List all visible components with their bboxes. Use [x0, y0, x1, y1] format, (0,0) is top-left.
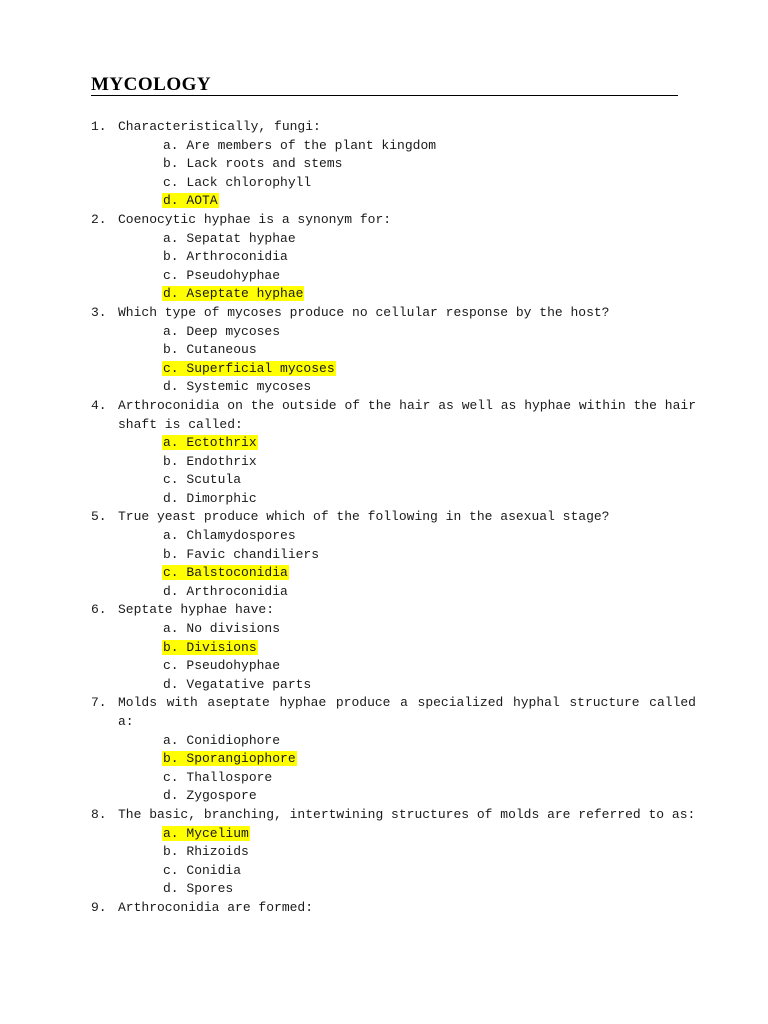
page-title: MYCOLOGY — [91, 74, 212, 95]
answer-option — [162, 341, 768, 360]
question-text: Septate hyphae have: — [118, 602, 275, 618]
correct-answer-highlight: c. Balstoconidia — [163, 565, 288, 581]
correct-answer-highlight: c. Superficial mycoses — [163, 360, 335, 376]
answer-option-text: b. Lack roots and stems — [163, 156, 343, 172]
answer-option — [162, 137, 768, 156]
answer-option — [162, 546, 768, 565]
answer-option-text: c. Thallospore — [163, 769, 273, 785]
answer-option-text: c. Pseudohyphae — [163, 658, 281, 674]
answer-option — [162, 434, 768, 453]
question-text: Arthroconidia are formed: — [118, 899, 314, 915]
answer-option — [162, 453, 768, 472]
answer-option — [162, 490, 768, 509]
answer-option — [162, 583, 768, 602]
answer-option-text: c. Scutula — [163, 472, 242, 488]
title-underline — [91, 95, 678, 96]
correct-answer-highlight: a. Ectothrix — [163, 435, 257, 451]
question-4 — [91, 397, 696, 434]
answer-option-text: c. Pseudohyphae — [163, 267, 281, 283]
answer-option — [162, 750, 768, 769]
question-number: 3. — [91, 304, 107, 320]
answer-option-text: b. Favic chandiliers — [163, 546, 320, 562]
correct-answer-highlight: d. AOTA — [163, 193, 218, 209]
question-list — [0, 118, 768, 918]
answer-option-text: b. Cutaneous — [163, 342, 257, 358]
question-number: 5. — [91, 509, 107, 525]
question-text: The basic, branching, intertwining structures of molds are referred to as: — [118, 806, 696, 822]
answer-option-text: c. Lack chlorophyll — [163, 174, 312, 190]
answer-option — [162, 378, 768, 397]
answer-option-text: a. Conidiophore — [163, 732, 281, 748]
answer-option — [162, 267, 768, 286]
question-number: 4. — [91, 397, 107, 413]
answer-option-text: d. Zygospore — [163, 788, 257, 804]
answer-option — [162, 880, 768, 899]
answer-option-text: d. Dimorphic — [163, 490, 257, 506]
answer-option — [162, 620, 768, 639]
answer-option — [162, 843, 768, 862]
answer-option — [162, 527, 768, 546]
answer-option-text: a. No divisions — [163, 621, 281, 637]
answer-option — [162, 471, 768, 490]
answer-option — [162, 174, 768, 193]
answer-option — [162, 862, 768, 881]
answer-option — [162, 248, 768, 267]
answer-option-text: a. Are members of the plant kingdom — [163, 137, 437, 153]
answer-option-text: d. Spores — [163, 881, 234, 897]
answer-option — [162, 787, 768, 806]
answer-option — [162, 676, 768, 695]
question-1 — [91, 118, 696, 137]
answer-option-text: a. Chlamydospores — [163, 528, 296, 544]
question-number: 9. — [91, 899, 107, 915]
question-7 — [91, 694, 696, 731]
answer-option-text: d. Systemic mycoses — [163, 379, 312, 395]
correct-answer-highlight: b. Sporangiophore — [163, 751, 296, 767]
answer-option-text: d. Arthroconidia — [163, 583, 288, 599]
question-5 — [91, 508, 696, 527]
question-3 — [91, 304, 696, 323]
correct-answer-highlight: b. Divisions — [163, 639, 257, 655]
question-number: 2. — [91, 211, 107, 227]
question-6 — [91, 601, 696, 620]
answer-option — [162, 564, 768, 583]
answer-option — [162, 323, 768, 342]
answer-option-text: c. Conidia — [163, 862, 242, 878]
question-number: 7. — [91, 695, 107, 711]
question-text: Arthroconidia on the outside of the hair as well as hyphae within the hair shaft is called: — [118, 397, 696, 432]
answer-option — [162, 285, 768, 304]
question-text: Characteristically, fungi: — [118, 119, 321, 134]
question-2 — [91, 211, 696, 230]
answer-option-text: a. Sepatat hyphae — [163, 230, 296, 246]
answer-option-text: d. Vegatative parts — [163, 676, 312, 692]
question-text: Coenocytic hyphae is a synonym for: — [118, 211, 392, 227]
answer-option — [162, 155, 768, 174]
question-text: Which type of mycoses produce no cellular response by the host? — [118, 304, 610, 320]
question-number: 8. — [91, 806, 107, 822]
answer-option-text: b. Arthroconidia — [163, 249, 288, 265]
answer-option-text: b. Rhizoids — [163, 844, 249, 860]
answer-option — [162, 657, 768, 676]
answer-option-text: a. Deep mycoses — [163, 323, 281, 339]
question-number: 1. — [91, 119, 107, 134]
answer-option — [162, 769, 768, 788]
answer-option — [162, 732, 768, 751]
correct-answer-highlight: d. Aseptate hyphae — [163, 286, 304, 302]
answer-option — [162, 230, 768, 249]
question-text: True yeast produce which of the following in the asexual stage? — [118, 509, 610, 525]
question-text: Molds with aseptate hyphae produce a specialized hyphal structure called a: — [118, 695, 696, 729]
question-8 — [91, 806, 696, 825]
answer-option — [162, 360, 768, 379]
answer-option — [162, 825, 768, 844]
question-number: 6. — [91, 602, 107, 618]
correct-answer-highlight: a. Mycelium — [163, 825, 249, 841]
answer-option-text: b. Endothrix — [163, 453, 257, 469]
answer-option — [162, 639, 768, 658]
answer-option — [162, 192, 768, 211]
question-9 — [91, 899, 696, 918]
